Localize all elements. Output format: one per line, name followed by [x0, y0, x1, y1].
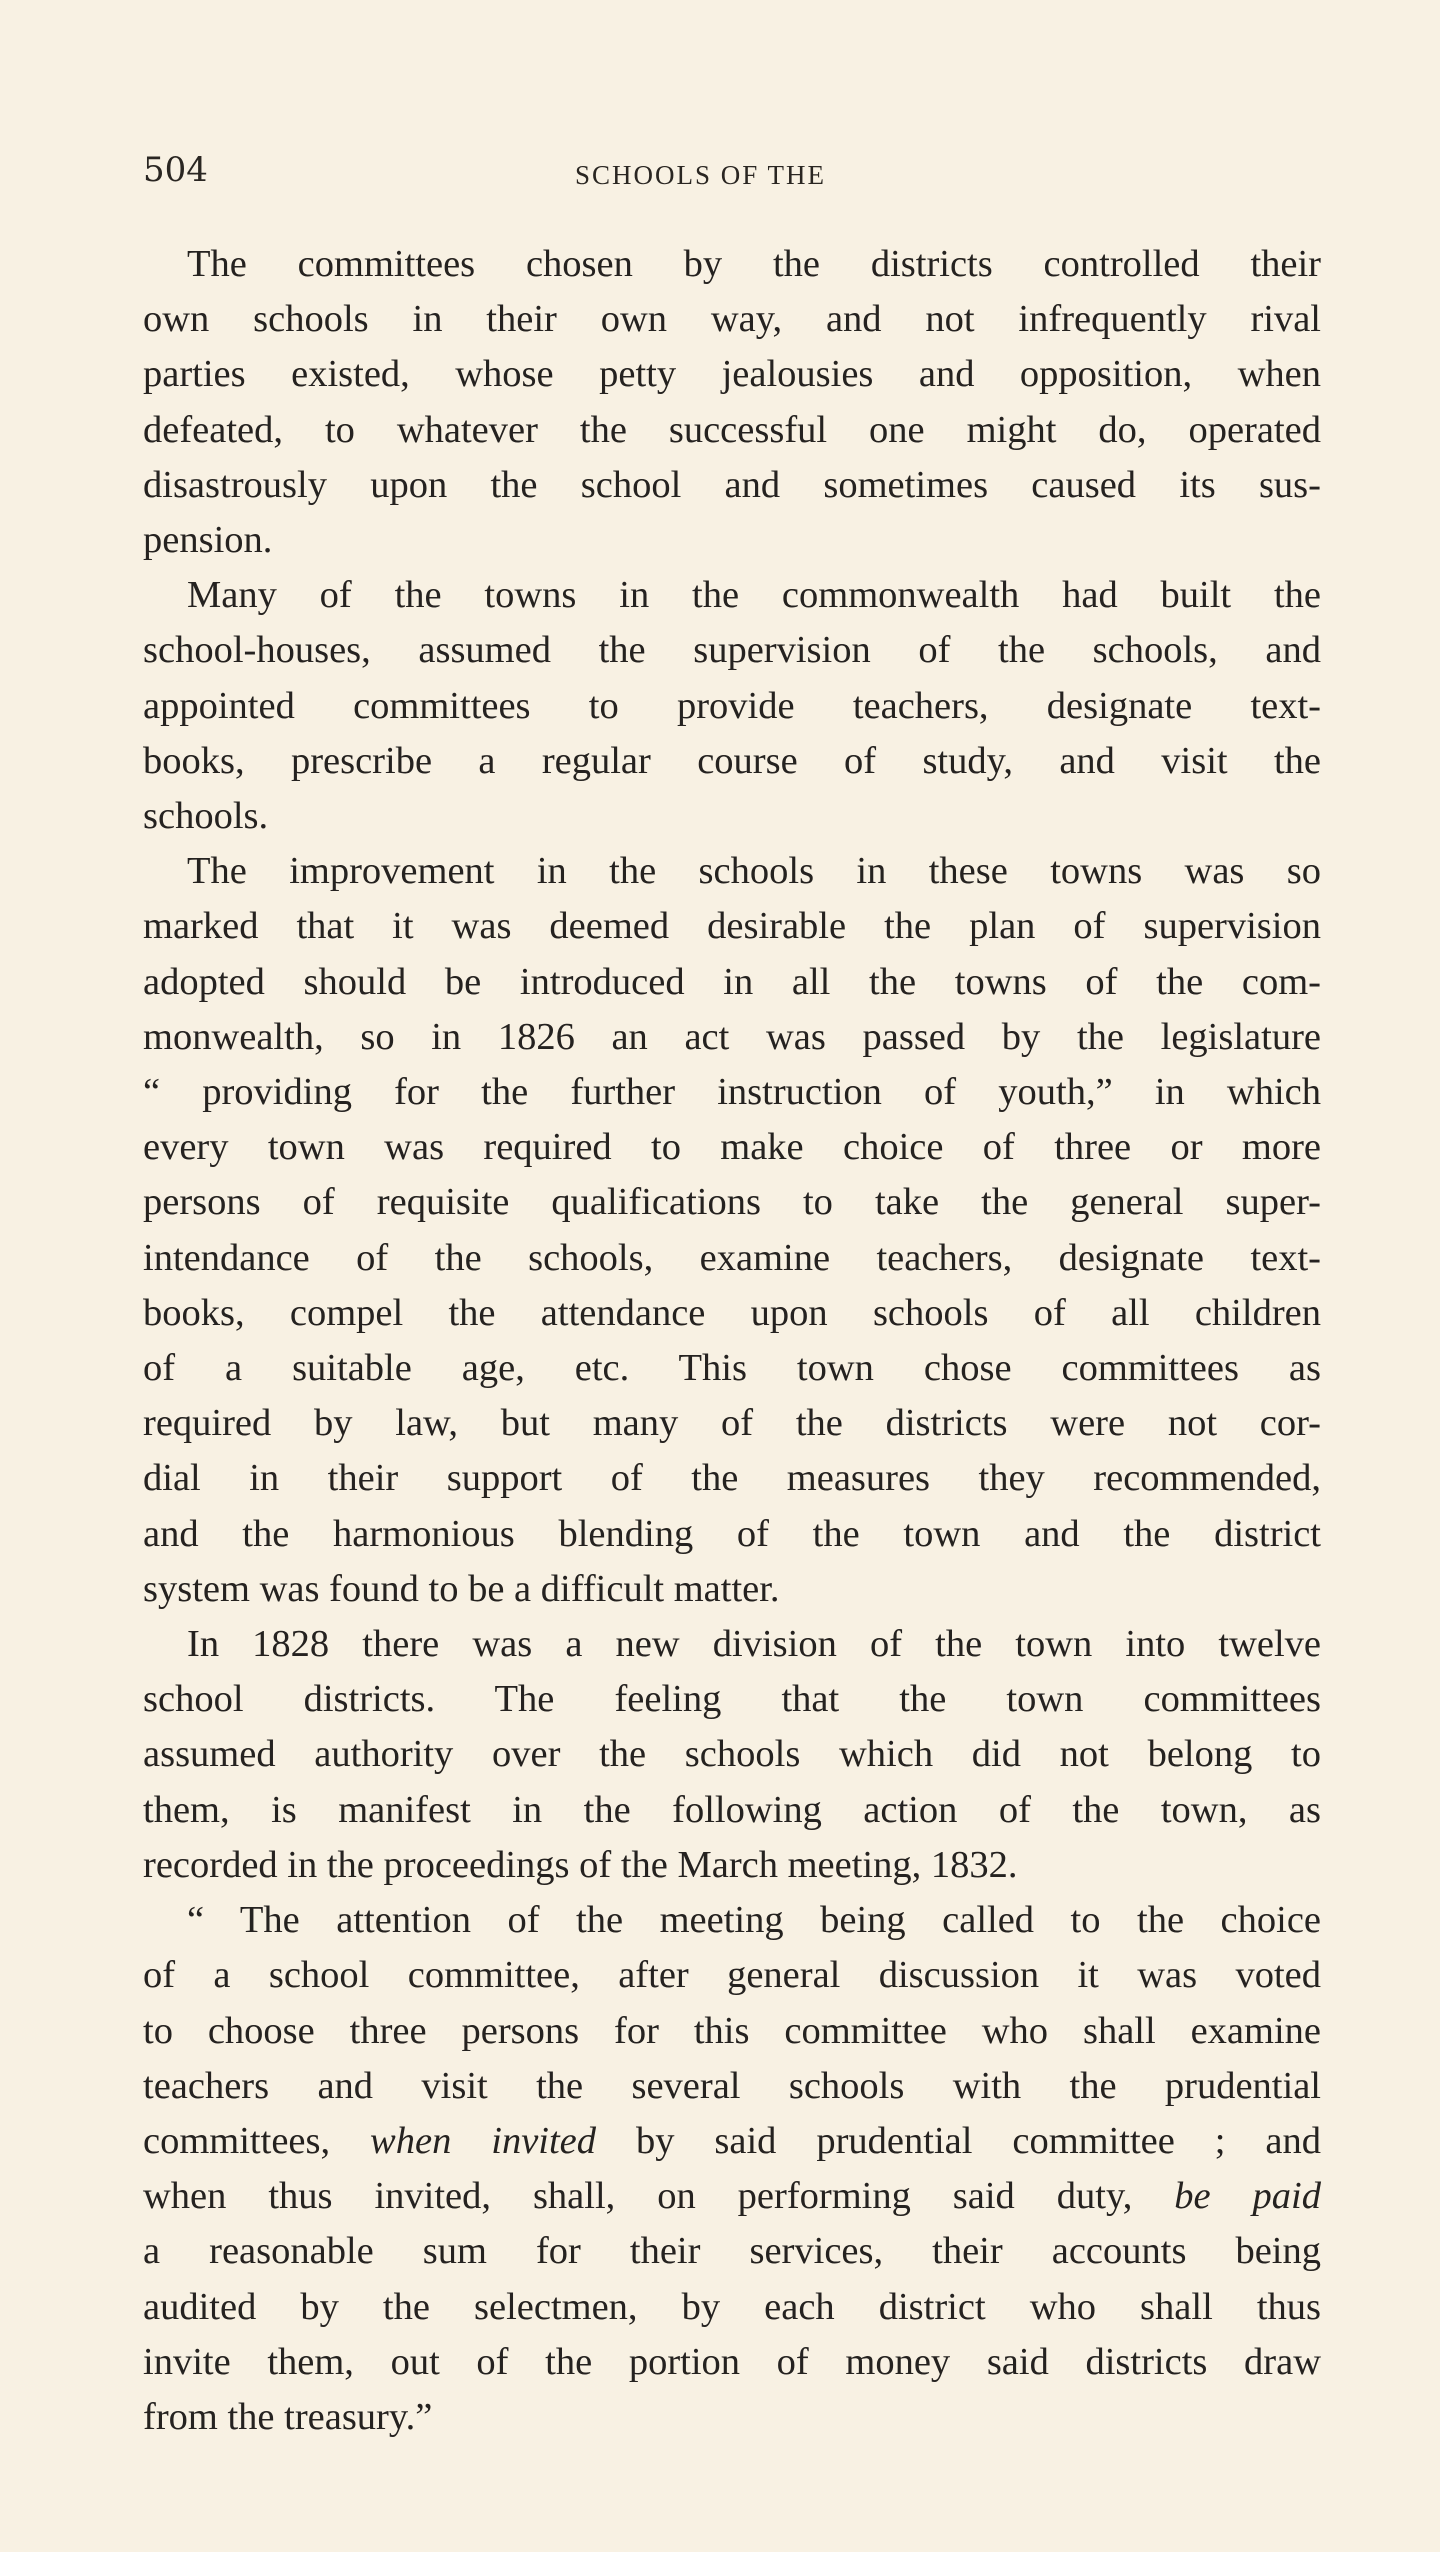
text-line: persons of requisite qualifications to take the general super- [143, 1181, 1321, 1224]
text-line: required by law, but many of the districts were not cor- [143, 1402, 1321, 1445]
text-line: invite them, out of the portion of money said districts draw [143, 2340, 1321, 2383]
text-line: parties existed, whose petty jealousies and opposition, when [143, 353, 1321, 396]
text-line: own schools in their own way, and not infrequently rival [143, 298, 1321, 341]
text-run: committees, [143, 2119, 331, 2162]
text-line: The improvement in the schools in these towns was so [187, 850, 1321, 893]
text-line: monwealth, so in 1826 an act was passed by the legislature [143, 1015, 1321, 1058]
text-line: to choose three persons for this committee who shall examine [143, 2009, 1321, 2052]
text-line: Many of the towns in the commonwealth had built the [187, 574, 1321, 617]
text-line [143, 2114, 1321, 2169]
text-line: them, is manifest in the following action of the town, as [143, 1788, 1321, 1831]
text-line: assumed authority over the schools which did not belong to [143, 1733, 1321, 1776]
text-line: from the treasury.” [143, 2395, 433, 2438]
text-line: a reasonable sum for their services, their accounts being [143, 2230, 1321, 2273]
text-line: audited by the selectmen, by each district who shall thus [143, 2285, 1321, 2328]
text-line: schools. [143, 795, 269, 838]
running-head-title: SCHOOLS OF THE [575, 160, 827, 190]
text-line: The committees chosen by the districts controlled their [187, 243, 1321, 285]
text-line: and the harmonious blending of the town and the district [143, 1512, 1321, 1555]
paragraph [143, 1617, 1321, 1893]
text-line: every town was required to make choice of three or more [143, 1126, 1321, 1169]
text-line: defeated, to whatever the successful one might do, operated [143, 408, 1321, 451]
page-number: 504 [143, 150, 208, 190]
text-line: marked that it was deemed desirable the plan of supervision [143, 905, 1321, 948]
text-line: pension. [143, 519, 273, 562]
text-line: books, prescribe a regular course of study, and visit the [143, 739, 1321, 782]
italic-text-run: when invited [370, 2119, 597, 2162]
paragraph [143, 237, 1321, 568]
text-line: disastrously upon the school and sometimes caused its sus- [143, 463, 1321, 506]
quoted-paragraph [143, 1893, 1321, 2445]
text-line: school districts. The feeling that the town committees [143, 1678, 1321, 1721]
text-line: of a suitable age, etc. This town chose committees as [143, 1347, 1321, 1390]
text-line: In 1828 there was a new division of the town into twelve [187, 1623, 1321, 1666]
text-run: by said prudential committee ; and [635, 2119, 1321, 2162]
text-line: books, compel the attendance upon schools of all children [143, 1291, 1321, 1334]
text-line: of a school committee, after general discussion it was voted [143, 1954, 1321, 1997]
italic-text-run: be paid [1174, 2175, 1322, 2218]
body-text [143, 237, 1321, 2445]
text-line: “ The attention of the meeting being called to the choice [187, 1899, 1321, 1942]
text-run: when thus invited, shall, on performing said duty, [143, 2175, 1133, 2218]
text-line [143, 2169, 1321, 2224]
paragraph [143, 568, 1321, 844]
paragraph [143, 844, 1321, 1617]
text-line: intendance of the schools, examine teachers, designate text- [143, 1236, 1321, 1279]
text-line: appointed committees to provide teachers, designate text- [143, 684, 1321, 727]
text-line: dial in their support of the measures they recommended, [143, 1457, 1321, 1500]
text-line: school-houses, assumed the supervision of the schools, and [143, 629, 1321, 672]
text-line: system was found to be a difficult matter. [143, 1567, 780, 1610]
text-line: “ providing for the further instruction of youth,” in which [143, 1071, 1321, 1114]
text-line: recorded in the proceedings of the March meeting, 1832. [143, 1843, 1018, 1886]
text-line: adopted should be introduced in all the towns of the com- [143, 960, 1321, 1003]
text-line: teachers and visit the several schools with the prudential [143, 2064, 1321, 2107]
